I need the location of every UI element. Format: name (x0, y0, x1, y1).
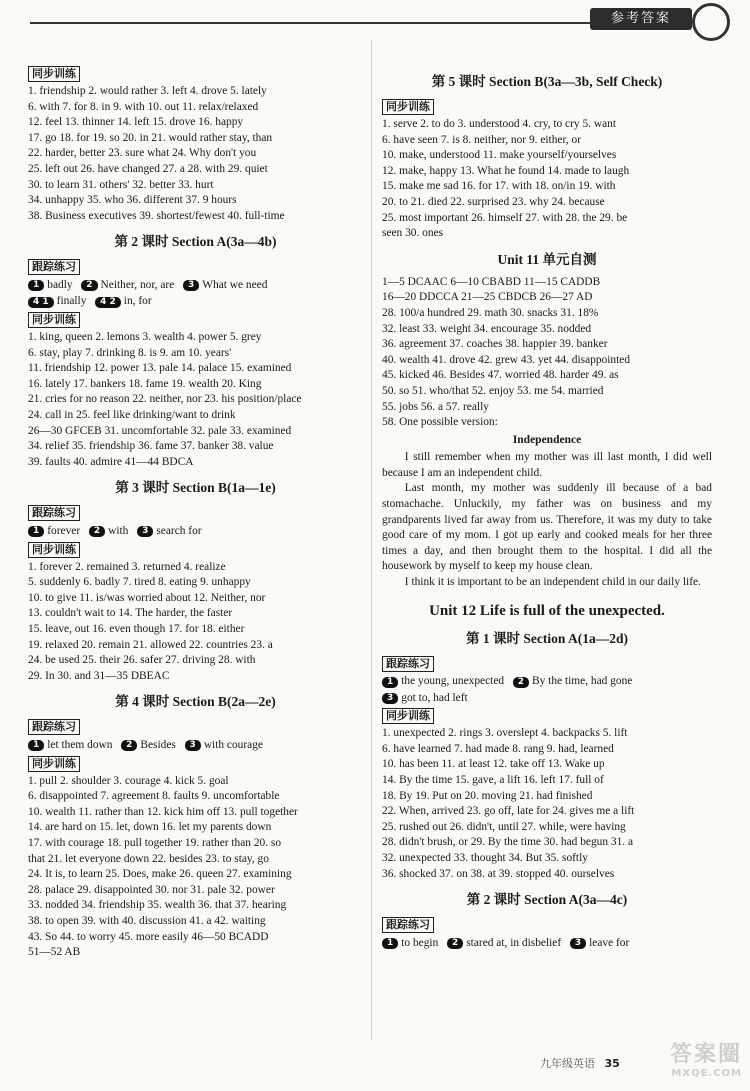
question-number-badge: 3 (382, 693, 398, 704)
section-heading: 第 3 课时 Section B(1a—1e) (115, 480, 276, 496)
tracking-answer (185, 738, 263, 754)
tracking-answer (183, 278, 267, 294)
question-number-badge: 1 (28, 280, 44, 291)
question-number-badge: 1 (382, 677, 398, 688)
tracking-answer-row (28, 277, 363, 293)
answer-text: to begin (401, 936, 439, 949)
answer-text: the young, unexpected (401, 675, 505, 688)
exercise-tag: 同步训练 (382, 99, 434, 115)
answer-line: 43. So 44. to worry 45. more easily 46—50 BCADD (28, 930, 269, 943)
tracking-answer (28, 294, 86, 310)
tracking-answer (95, 294, 152, 310)
answer-line: 30. to learn 31. others' 32. better 33. hurt (28, 178, 214, 191)
answer-text: Neither, nor, are (100, 279, 175, 292)
exercise-tag: 同步训练 (28, 312, 80, 328)
tracking-answer-row (28, 523, 363, 539)
tracking-answer (382, 674, 504, 690)
answer-text: By the time, had gone (532, 675, 633, 688)
answer-line: 12. make, happy 13. What he found 14. made to laugh (382, 164, 630, 177)
question-number-badge: 1 (28, 740, 44, 751)
tracking-answer (28, 278, 73, 294)
answer-text: stared at, in disbelief (466, 936, 562, 949)
answer-line: 25. most important 26. himself 27. with 28. the 29. be (382, 211, 628, 224)
answer-line: 15. leave, out 16. even though 17. for 18. either (28, 622, 245, 635)
exercise-tag: 同步训练 (28, 542, 80, 558)
question-number-badge: 1 (28, 526, 44, 537)
answer-line: 21. cries for no reason 22. neither, nor 23. his position/place (28, 393, 302, 406)
answer-line: 17. with courage 18. pull together 19. rather than 20. so (28, 837, 282, 849)
section-heading: 第 2 课时 Section A(3a—4c) (466, 892, 628, 908)
question-number-badge: 2 (89, 526, 105, 537)
answer-text: leave for (589, 936, 630, 949)
answer-text: forever (47, 524, 81, 537)
answer-line: 25. rushed out 26. didn't, until 27. while, were having (382, 820, 626, 833)
answer-line: 24. be used 25. their 26. safer 27. driving 28. with (28, 654, 256, 667)
answer-line: 14. By the time 15. gave, a lift 16. left 17. full of (382, 774, 604, 786)
answer-line: 15. make me sad 16. for 17. with 18. on/in 19. with (382, 180, 616, 193)
answer-line: 17. go 18. for 19. so 20. in 21. would rather stay, than (28, 131, 273, 144)
essay-paragraph: Last month, my mother was suddenly ill because of a bad stomachache. Unluckily, my father was on business and my grandparents lived far away from us. Therefore, it was my duty to take good care of my mom. I got up early and cooked meals for her three times a day, and then brought them to the hospital. I did all the housework by myself to keep my house clean. (382, 482, 712, 573)
answer-line: 16. lately 17. bankers 18. fame 19. wealth 20. King (28, 377, 262, 390)
answer-line: that 21. let everyone down 22. besides 23. to stay, go (28, 852, 269, 865)
answer-line: 1. unexpected 2. rings 3. overslept 4. backpacks 5. lift (382, 727, 628, 740)
tracking-answer-row (28, 737, 363, 753)
tracking-answer (121, 738, 176, 754)
answer-line: 24. call in 25. feel like drinking/want to drink (28, 408, 236, 421)
tracking-answer (382, 936, 438, 952)
answer-line: 22. harder, better 23. sure what 24. Why don't you (28, 147, 257, 160)
exercise-tag-row (382, 654, 712, 674)
answer-line: 36. agreement 37. coaches 38. happier 39. banker (382, 338, 608, 351)
answer-line: 22. When, arrived 23. go off, late for 24. gives me a lift (382, 805, 635, 818)
answer-text: with (108, 524, 129, 537)
tracking-answer (28, 524, 80, 540)
answer-line: 55. jobs 56. a 57. really (382, 400, 489, 413)
tracking-answer (28, 738, 112, 754)
exercise-tag: 跟踪练习 (28, 719, 80, 735)
answer-line: 34. unhappy 35. who 36. different 37. 9 hours (28, 194, 237, 207)
question-number-badge: 2 (81, 280, 97, 291)
answer-line: 6. have seen 7. is 8. neither, nor 9. either, or (382, 133, 581, 146)
section-heading: 第 1 课时 Section A(1a—2d) (466, 630, 628, 646)
watermark-logo: 答案圈 MXQE.COM (669, 1042, 742, 1079)
answer-line: 6. have learned 7. had made 8. rang 9. had, learned (382, 742, 614, 755)
answer-text: What we need (202, 279, 268, 292)
answer-line: 13. couldn't wait to 14. The harder, the faster (28, 607, 233, 620)
page-footer (540, 1055, 620, 1071)
column-divider (371, 40, 372, 1040)
answer-line: 10. has been 11. at least 12. take off 13. Wake up (382, 758, 605, 771)
answer-line: 38. Business executives 39. shortest/fewest 40. full-time (28, 209, 285, 222)
exercise-tag-row (28, 540, 363, 560)
answer-line: 11. friendship 12. power 13. pale 14. palace 15. examined (28, 362, 292, 375)
answer-line: 29. In 30. and 31—35 DBEAC (28, 669, 170, 682)
question-number-badge: 3 (137, 526, 153, 537)
answer-text: got to, had left (401, 691, 468, 704)
exercise-tag: 同步训练 (28, 66, 80, 82)
answer-line: 26—30 GFCEB 31. uncomfortable 32. pale 33. examined (28, 424, 292, 437)
exercise-tag-row (28, 310, 363, 330)
answer-line: 20. to 21. died 22. surprised 23. why 24. because (382, 195, 605, 208)
tracking-answer-row (382, 935, 712, 951)
answer-line: 32. least 33. weight 34. encourage 35. nodded (382, 322, 592, 335)
answer-line: 39. faults 40. admire 41—44 BDCA (28, 455, 194, 468)
exercise-tag-row (28, 64, 363, 84)
answer-line: 16—20 DDCCA 21—25 CBDCB 26—27 AD (382, 291, 593, 304)
tracking-answer-row (28, 294, 363, 310)
answer-line: 45. kicked 46. Besides 47. worried 48. harder 49. as (382, 369, 619, 382)
exercise-tag: 跟踪练习 (28, 259, 80, 275)
question-number-badge: 3 (183, 280, 199, 291)
answer-line: 1. pull 2. shoulder 3. courage 4. kick 5. goal (28, 774, 229, 787)
answer-line: 40. wealth 41. drove 42. grew 43. yet 44. disappointed (382, 353, 631, 366)
tracking-answer (137, 524, 201, 540)
section-heading: 第 4 课时 Section B(2a—2e) (115, 694, 276, 710)
answer-line: seen 30. ones (382, 227, 444, 240)
answer-line: 6. with 7. for 8. in 9. with 10. out 11. relax/relaxed (28, 100, 259, 113)
answer-text: finally (56, 295, 87, 308)
answer-line: 19. relaxed 20. remain 21. allowed 22. countries 23. a (28, 638, 273, 651)
question-number-badge: 2 (447, 938, 463, 949)
exercise-tag-row (382, 706, 712, 726)
answer-text: let them down (47, 739, 113, 752)
tracking-answer (447, 936, 561, 952)
question-number-badge: 4 2 (95, 297, 121, 308)
exercise-tag: 同步训练 (28, 756, 80, 772)
answer-line: 12. feel 13. thinner 14. left 15. drove 16. happy (28, 116, 244, 129)
answer-line: 58. One possible version: (382, 416, 498, 429)
answer-line: 14. are hard on 15. let, down 16. let my parents down (28, 821, 272, 834)
tracking-answer (81, 278, 174, 294)
footer-label: 九年级英语 (540, 1057, 595, 1070)
answer-text: in, for (123, 295, 152, 308)
answer-line: 28. 100/a hundred 29. math 30. snacks 31. 18% (382, 306, 599, 319)
answer-line: 51—52 AB (28, 946, 81, 959)
tracking-answer (382, 691, 468, 707)
exercise-tag: 同步训练 (382, 708, 434, 724)
answer-line: 25. left out 26. have changed 27. a 28. with 29. quiet (28, 162, 268, 175)
section-heading: 第 2 课时 Section A(3a—4b) (114, 234, 277, 250)
section-heading: 第 5 课时 Section B(3a—3b, Self Check) (431, 74, 663, 89)
answer-line: 1—5 DCAAC 6—10 CBABD 11—15 CADDB (382, 275, 601, 288)
exercise-tag: 跟踪练习 (382, 656, 434, 672)
answer-line: 1. king, queen 2. lemons 3. wealth 4. power 5. grey (28, 330, 262, 343)
answer-line: 38. to open 39. with 40. discussion 41. a 42. waiting (28, 914, 266, 927)
section-heading: Unit 11 单元自测 (497, 251, 597, 267)
answer-line: 33. nodded 34. friendship 35. wealth 36. that 37. hearing (28, 899, 287, 912)
tracking-answer-row (382, 674, 712, 690)
answer-line: 32. unexpected 33. thought 34. But 35. softly (382, 851, 588, 864)
answer-line: 18. By 19. Put on 20. moving 21. had finished (382, 789, 593, 802)
answer-line: 34. relief 35. friendship 36. fame 37. banker 38. value (28, 440, 274, 453)
answer-line: 10. wealth 11. rather than 12. kick him off 13. pull together (28, 805, 298, 818)
exercise-tag-row (382, 97, 712, 117)
answer-line: 10. to give 11. is/was worried about 12. Neither, nor (28, 591, 266, 604)
tracking-answer (570, 936, 629, 952)
left-column (28, 64, 363, 961)
answer-line: 1. forever 2. remained 3. returned 4. realize (28, 560, 226, 573)
exercise-tag-row (28, 754, 363, 774)
question-number-badge: 4 1 (28, 297, 54, 308)
answer-text: Besides (140, 739, 176, 752)
exercise-tag-row (382, 915, 712, 935)
essay-paragraph: I think it is important to be an independent child in our daily life. (404, 576, 701, 589)
question-number-badge: 3 (570, 938, 586, 949)
essay-title: Independence (512, 433, 582, 446)
answer-text: with courage (203, 739, 263, 752)
header-rule (30, 22, 630, 24)
page-number: 35 (604, 1057, 620, 1070)
question-number-badge: 2 (121, 740, 137, 751)
answer-line: 28. didn't brush, or 29. By the time 30. had begun 31. a (382, 836, 634, 849)
tracking-answer-row (382, 690, 712, 706)
exercise-tag: 跟踪练习 (28, 505, 80, 521)
answer-line: 50. so 51. who/that 52. enjoy 53. me 54. married (382, 384, 604, 397)
tracking-answer (513, 674, 633, 690)
unit-heading: Unit 12 Life is full of the unexpected. (429, 602, 665, 619)
right-column (382, 64, 712, 951)
answer-line: 6. stay, play 7. drinking 8. is 9. am 10. years' (28, 346, 232, 359)
answer-key-badge: 参考答案 (590, 8, 692, 30)
essay-paragraph: I still remember when my mother was ill last month, I did well because I am an independent child. (382, 451, 712, 479)
exercise-tag-row (28, 717, 363, 737)
exercise-tag-row (28, 503, 363, 523)
question-number-badge: 1 (382, 938, 398, 949)
answer-line: 5. suddenly 6. badly 7. tired 8. eating 9. unhappy (28, 576, 251, 589)
answer-line: 28. palace 29. disappointed 30. nor 31. pale 32. power (28, 883, 275, 896)
question-number-badge: 2 (513, 677, 529, 688)
tracking-answer (89, 524, 129, 540)
answer-line: 6. disappointed 7. agreement 8. faults 9. uncomfortable (28, 790, 280, 803)
answer-line: 1. serve 2. to do 3. understood 4. cry, to cry 5. want (382, 118, 616, 130)
exercise-tag: 跟踪练习 (382, 917, 434, 933)
answer-line: 36. shocked 37. on 38. at 39. stopped 40. ourselves (382, 867, 615, 880)
header-emblem-icon (692, 3, 730, 41)
answer-text: badly (47, 279, 73, 292)
answer-line: 1. friendship 2. would rather 3. left 4. drove 5. lately (28, 85, 267, 97)
answer-line: 10. make, understood 11. make yourself/yourselves (382, 149, 617, 162)
question-number-badge: 3 (185, 740, 201, 751)
answer-line: 24. It is, to learn 25. Does, make 26. queen 27. examining (28, 868, 292, 881)
exercise-tag-row (28, 257, 363, 277)
answer-text: search for (156, 524, 202, 537)
